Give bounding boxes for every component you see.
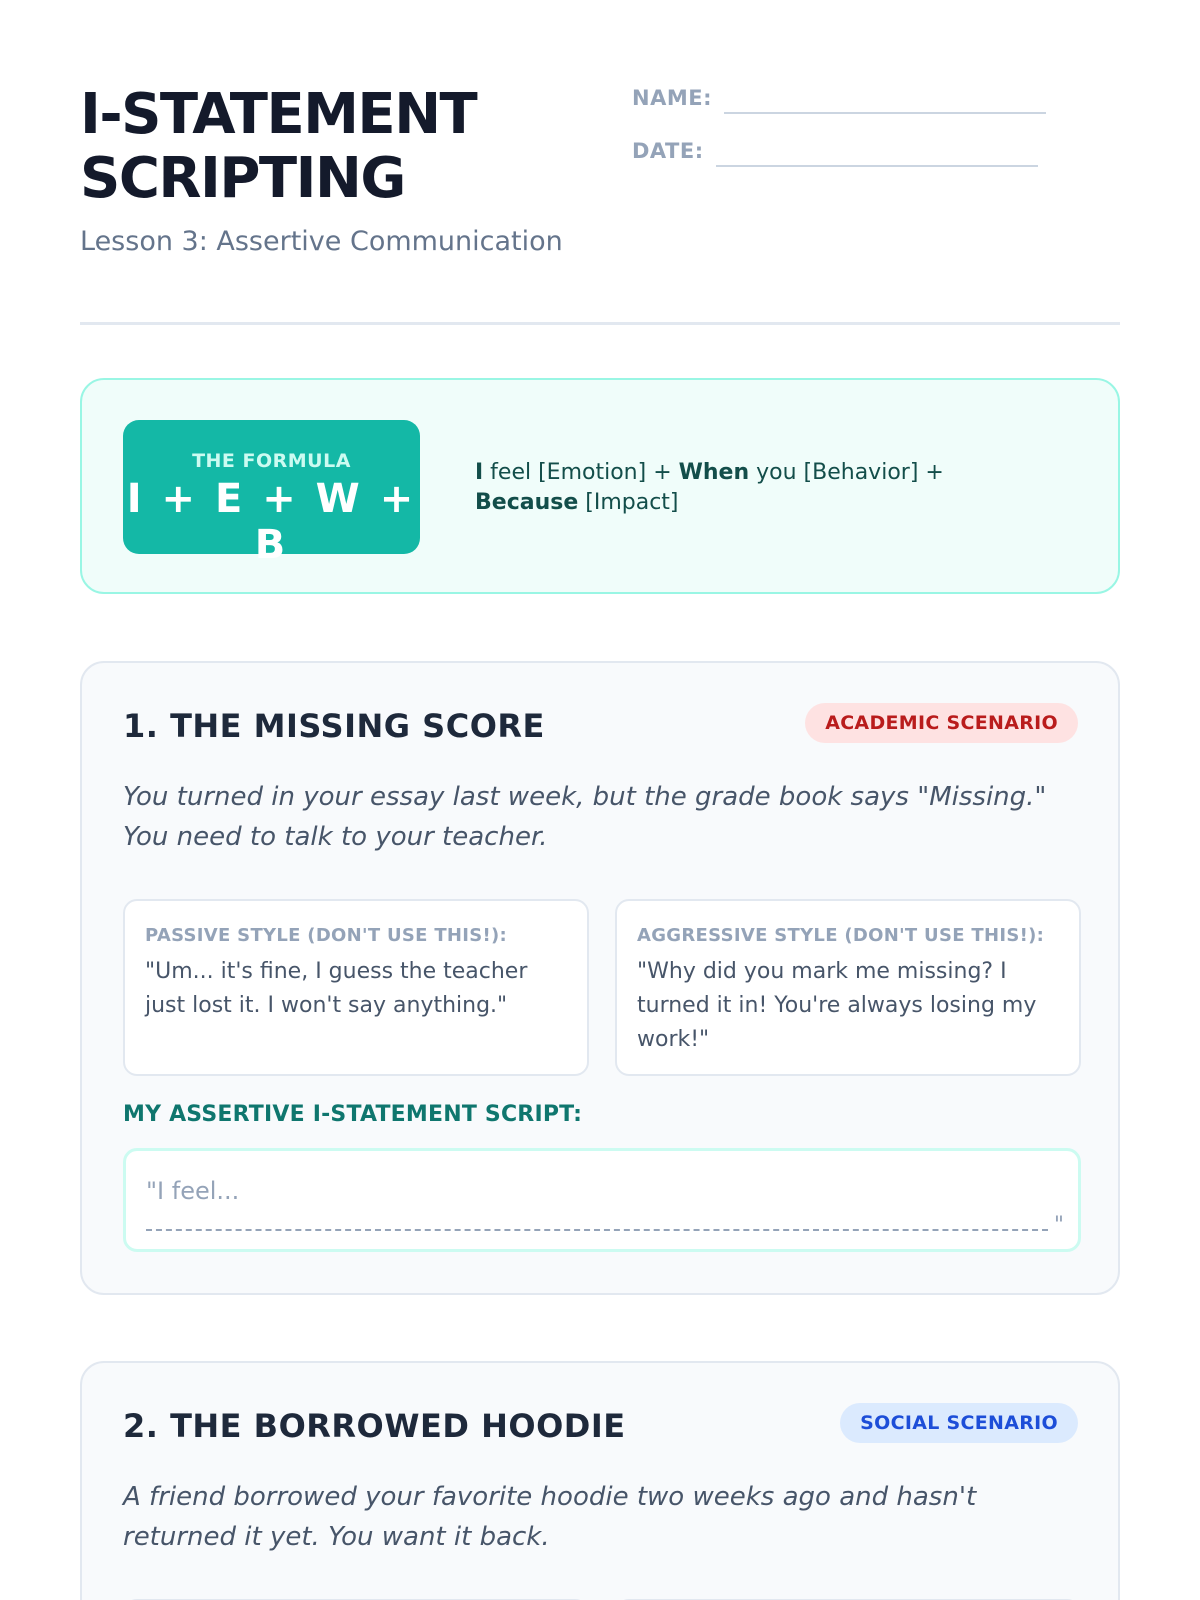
formula-box	[80, 378, 1120, 594]
script-write-line[interactable]	[146, 1229, 1048, 1231]
formula-impact: [Impact]	[578, 490, 679, 515]
script-label: MY ASSERTIVE I-STATEMENT SCRIPT:	[123, 1102, 583, 1127]
date-label: DATE:	[632, 139, 704, 163]
scenario-description: You turned in your essay last week, but the grade book says "Missing." You need to talk to your teacher.	[123, 782, 1047, 852]
date-field[interactable]	[632, 139, 1038, 163]
scenario-badge: SOCIAL SCENARIO	[840, 1403, 1078, 1443]
scenario-card	[80, 1361, 1120, 1600]
script-end-quote: "	[1053, 1213, 1064, 1238]
script-input[interactable]	[123, 1148, 1081, 1252]
scenario-title: 2. THE BORROWED HOODIE	[123, 1407, 626, 1445]
passive-style-box	[123, 899, 589, 1076]
formula-i: I	[475, 460, 484, 485]
scenario-card	[80, 661, 1120, 1295]
aggressive-style-label: AGGRESSIVE STYLE (DON'T USE THIS!):	[637, 925, 1045, 946]
lesson-subtitle: Lesson 3: Assertive Communication	[80, 226, 563, 257]
formula-kicker: THE FORMULA	[192, 450, 351, 472]
formula-feel: feel [Emotion] +	[483, 460, 679, 485]
title-line-2: SCRIPTING	[80, 146, 405, 211]
passive-style-label: PASSIVE STYLE (DON'T USE THIS!):	[145, 925, 508, 946]
script-start-text: "I feel...	[146, 1177, 240, 1205]
scenario-badge: ACADEMIC SCENARIO	[805, 703, 1078, 743]
formula-equation: I + E + W + B	[126, 476, 417, 568]
scenario-title: 1. THE MISSING SCORE	[123, 707, 545, 745]
formula-explanation	[475, 458, 1035, 518]
aggressive-style-box	[615, 899, 1081, 1076]
formula-you: you [Behavior] +	[749, 460, 944, 485]
title-line-1: I-STATEMENT	[80, 82, 477, 147]
scenario-description: A friend borrowed your favorite hoodie two weeks ago and hasn't returned it yet. You want it back.	[123, 1482, 977, 1552]
formula-pill	[123, 420, 420, 568]
name-label: NAME:	[632, 86, 712, 110]
formula-because: Because	[475, 490, 579, 515]
page-title	[80, 83, 476, 211]
name-line[interactable]	[724, 112, 1046, 114]
formula-when: When	[678, 460, 750, 485]
passive-style-quote: "Um... it's fine, I guess the teacher just lost it. I won't say anything."	[145, 959, 528, 1018]
aggressive-style-quote: "Why did you mark me missing? I turned it in! You're always losing my work!"	[637, 959, 1037, 1052]
name-field[interactable]	[632, 86, 1046, 110]
date-line[interactable]	[716, 165, 1038, 167]
